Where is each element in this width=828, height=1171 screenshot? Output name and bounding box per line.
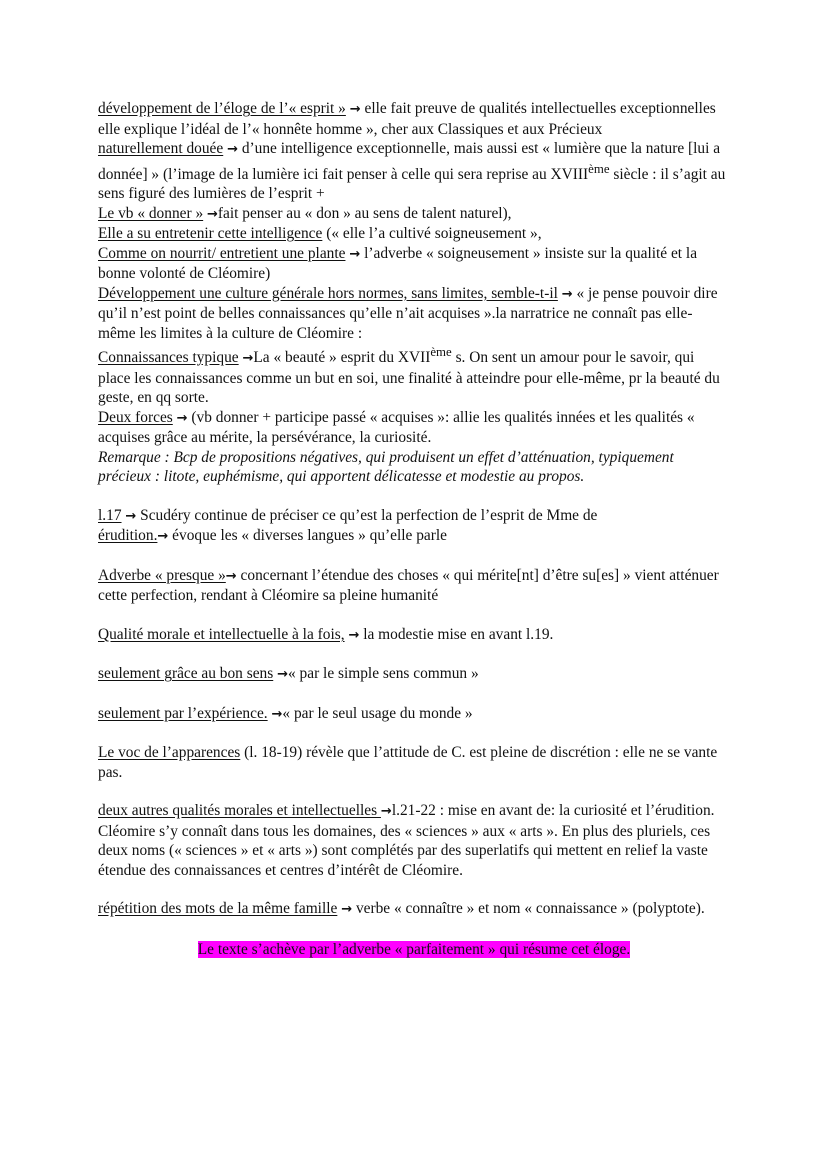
spacer [98, 782, 730, 801]
paragraph-honnete-homme [98, 120, 730, 140]
paragraph-conclusion [98, 940, 730, 960]
text: (vb donner + participe passé « acquises »: allie les qualités innées et les qualités « acquises grâce au mérite, la persévérance, la curiosité. [98, 408, 695, 447]
paragraph-culture-generale [98, 284, 730, 344]
text: s. On sent un amour pour le savoir, qui place les connaissances comme un but en soi, une finalité à atteindre pour elle-même, pr la beauté du geste, en qq sorte. [98, 349, 720, 407]
underlined-heading: l.17 [98, 506, 122, 524]
underlined-heading: Comme on nourrit/ entretient une plante [98, 244, 346, 262]
paragraph-apparences [98, 743, 730, 782]
spacer [98, 547, 730, 566]
text: évoque les « diverses langues » qu’elle parle [168, 527, 447, 545]
paragraph-experience [98, 704, 730, 725]
paragraph-plante [98, 244, 730, 284]
text: fait penser au « don » au sens de talent naturel), [217, 204, 512, 222]
paragraph-deux-qualites [98, 801, 730, 880]
arrow-icon: → [341, 902, 353, 918]
arrow-icon: → [157, 529, 169, 545]
text: (l. 18-19) révèle que l’attitude de C. est pleine de discrétion : elle ne se vante pas. [98, 744, 718, 781]
paragraph-vb-donner [98, 204, 730, 225]
text: « par le seul usage du monde » [282, 704, 473, 722]
text: Remarque : Bcp de propositions négatives, qui produisent un effet d’atténuation, typiquement précieux : litote, euphémisme, qui apportent délicatesse et modestie au propos. [98, 448, 674, 486]
text: l’adverbe « soigneusement » insiste sur la qualité et la bonne volonté de Cléomire) [98, 244, 698, 283]
spacer [98, 685, 730, 704]
underlined-heading: seulement par l’expérience. [98, 704, 268, 722]
arrow-icon: → [349, 246, 361, 262]
spacer [98, 724, 730, 743]
underlined-heading: répétition des mots de la même famille [98, 900, 338, 918]
arrow-icon: → [125, 508, 137, 524]
underlined-heading: naturellement douée [98, 140, 224, 157]
spacer [98, 606, 730, 625]
text: « par le simple sens commun » [288, 665, 479, 683]
paragraph-presque [98, 566, 730, 606]
highlighted-text: Le texte s’achève par l’adverbe « parfaitement » qui résume cet éloge. [197, 940, 631, 958]
spacer [98, 880, 730, 899]
underlined-heading: seulement grâce au bon sens [98, 665, 274, 683]
underlined-heading: Elle a su entretenir cette intelligence [98, 225, 323, 243]
underlined-heading: Qualité morale et intellectuelle à la fois, [98, 625, 345, 643]
arrow-icon: → [225, 568, 237, 584]
underlined-heading: Adverbe « presque » [98, 566, 226, 584]
arrow-icon: → [271, 706, 283, 722]
underlined-heading: développement de l’éloge de l’« esprit » [98, 100, 346, 117]
arrow-icon: → [380, 804, 392, 820]
text: d’une intelligence exceptionnelle, mais aussi est « lumière que la nature [lui a donnée] » (l’image de la lumière ici fait penser à celle qui sera reprise au XVIII [98, 140, 721, 183]
paragraph-qualite-morale [98, 625, 730, 646]
arrow-icon: → [349, 102, 361, 117]
paragraph-entretenir [98, 224, 730, 244]
underlined-heading: Connaissances typique [98, 349, 239, 367]
document-body [98, 99, 730, 959]
underlined-heading: deux autres qualités morales et intellectuelles [98, 802, 381, 820]
text: Scudéry continue de préciser ce qu’est la perfection de l’esprit de Mme de [136, 506, 598, 524]
underlined-heading: Le voc de l’apparences [98, 744, 241, 762]
text: elle explique l’idéal de l’« honnête homme », cher aux Classiques et aux Précieux [98, 120, 603, 138]
paragraph-l17 [98, 506, 730, 547]
paragraph-naturellement-douee [98, 139, 730, 204]
superscript: ème [588, 161, 610, 176]
paragraph-deux-forces [98, 408, 730, 448]
spacer [98, 920, 730, 939]
arrow-icon: → [176, 410, 188, 426]
text: l.21-22 : mise en avant de: la curiosité et l’érudition. Cléomire s’y connaît dans tous les domaines, des « sciences » aux « arts ». En plus des pluriels, ces deux noms (« sciences » et « arts ») sont complétés par des superlatifs qui mettent en relief la vaste étendue des connaissances et centres d’intérêt de Cléomire. [98, 802, 715, 879]
spacer [98, 487, 730, 506]
underlined-heading: Le vb « donner » [98, 204, 204, 222]
arrow-icon: → [348, 627, 360, 643]
text: siècle : il s’agit au sens figuré des lumières de l’esprit + [98, 165, 726, 203]
text: La « beauté » esprit du XVII [253, 349, 431, 367]
arrow-icon: → [277, 667, 288, 683]
arrow-icon: → [227, 142, 238, 157]
paragraph-connaissances [98, 343, 730, 408]
paragraph-bon-sens [98, 664, 730, 685]
text: elle fait preuve de qualités intellectuelles exceptionnelles [360, 100, 716, 117]
text: concernant l’étendue des choses « qui mérite[nt] d’être su[es] » vient atténuer cette perfection, rendant à Cléomire sa pleine humanité [98, 566, 719, 605]
arrow-icon: → [561, 286, 573, 302]
underlined-heading: érudition. [98, 527, 158, 545]
text: verbe « connaître » et nom « connaissance » (polyptote). [352, 900, 705, 918]
text: « je pense pouvoir dire qu’il n’est point de belles connaissances qu’elle n’ait acquises ».la narratrice ne connaît pas elle-même les limites à la culture de Cléomire : [98, 284, 718, 342]
paragraph-remarque [98, 448, 730, 487]
text: (« elle l’a cultivé soigneusement », [322, 225, 542, 243]
paragraph-polyptote [98, 899, 730, 920]
underlined-heading: Deux forces [98, 408, 173, 426]
spacer [98, 645, 730, 664]
arrow-icon: → [242, 351, 254, 367]
underlined-heading: Développement une culture générale hors normes, sans limites, semble-t-il [98, 284, 558, 302]
arrow-icon: → [207, 206, 218, 222]
paragraph-esprit [98, 99, 730, 120]
superscript: ème [430, 345, 452, 360]
text: la modestie mise en avant l.19. [359, 625, 554, 643]
